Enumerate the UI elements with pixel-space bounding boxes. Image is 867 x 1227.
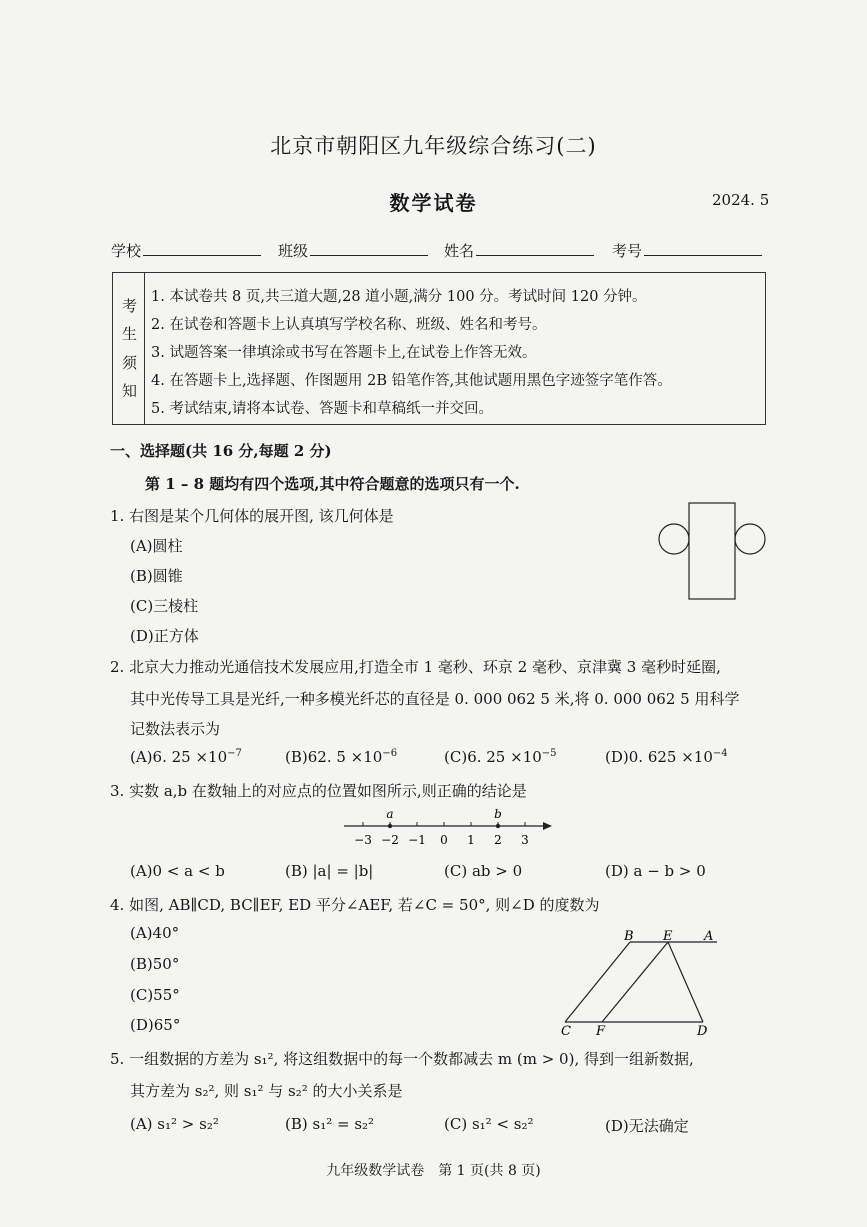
axis-tick-label: 3 <box>521 833 529 847</box>
section-title: 一、选择题(共 16 分,每题 2 分) <box>110 442 332 460</box>
exam-title: 北京市朝阳区九年级综合练习(二) <box>270 134 597 158</box>
q2-line: 记数法表示为 <box>130 720 221 738</box>
point-a <box>388 824 392 828</box>
label-C: C <box>561 1024 571 1039</box>
q5-option-b: (B) s₁² = s₂² <box>285 1115 375 1133</box>
q2-line: 其中光传导工具是光纤,一种多模光纤芯的直径是 0. 000 062 5 米,将 0. 000 062 5 用科学 <box>130 690 740 708</box>
axis-tick-label: −2 <box>381 833 399 847</box>
section-instruction: 第 1 – 8 题均有四个选项,其中符合题意的选项只有一个. <box>145 475 520 493</box>
q2-option-a: (A)6. $25 \times 10^{-7}$ <box>130 748 242 766</box>
class-field: 班级 <box>278 240 428 261</box>
q4-option-a: (A)40° <box>130 924 180 942</box>
q4-option-c: (C)55° <box>130 986 180 1004</box>
label-E: E <box>663 929 673 944</box>
q5-option-d: (D)无法确定 <box>605 1117 689 1135</box>
q1-option-a: (A)圆柱 <box>130 537 183 555</box>
school-field: 学校 <box>111 240 261 261</box>
q1-stem: 1. 右图是某个几何体的展开图, 该几何体是 <box>110 507 394 525</box>
q3-option-b: (B) |a| = |b| <box>285 862 374 880</box>
page-footer: 九年级数学试卷 第 1 页(共 8 页) <box>326 1163 541 1179</box>
name-field: 姓名 <box>444 240 594 261</box>
axis-tick-label: 1 <box>467 833 475 847</box>
q2-option-b: (B)62. $5 \times 10^{-6}$ <box>285 748 398 766</box>
q1-option-b: (B)圆锥 <box>130 567 183 585</box>
axis-tick-label: −3 <box>354 833 372 847</box>
school-blank <box>143 241 261 256</box>
label-D: D <box>697 1024 708 1039</box>
axis-tick-label: −1 <box>408 833 426 847</box>
point-b-label: b <box>494 807 502 821</box>
point-a-label: a <box>386 807 394 821</box>
label-B: B <box>624 929 634 944</box>
q4-option-b: (B)50° <box>130 955 180 973</box>
q5-option-c: (C) s₁² < s₂² <box>444 1115 534 1133</box>
notice-line: 2. 在试卷和答题卡上认真填写学校名称、班级、姓名和考号。 <box>151 317 547 333</box>
q5-line2: 其方差为 s₂², 则 s₁² 与 s₂² 的大小关系是 <box>130 1082 403 1100</box>
notice-line: 4. 在答题卡上,选择题、作图题用 2B 铅笔作答,其他试题用黑色字迹签字笔作答。 <box>151 373 672 389</box>
q3-option-c: (C) ab > 0 <box>444 862 523 880</box>
q5-line1: 5. 一组数据的方差为 s₁², 将这组数据中的每一个数都减去 m (m > 0), 得到一组新数据, <box>110 1050 694 1068</box>
q4-stem: 4. 如图, AB∥CD, BC∥EF, ED 平分∠AEF, 若∠C = 50°, 则∠D 的度数为 <box>110 896 600 914</box>
q5-option-a: (A) s₁² > s₂² <box>130 1115 219 1133</box>
exam-number-blank <box>644 241 762 256</box>
q3-number-line <box>340 806 560 850</box>
exam-subtitle: 数学试卷 <box>389 191 478 215</box>
q2-option-d: (D)0. $625 \times 10^{-4}$ <box>605 748 728 766</box>
axis-tick-label: 0 <box>440 833 448 847</box>
q3-option-a: (A)0 < a < b <box>130 862 225 880</box>
exam-date: 2024. 5 <box>712 191 770 209</box>
q1-option-c: (C)三棱柱 <box>130 597 199 615</box>
q3-stem: 3. 实数 a,b 在数轴上的对应点的位置如图所示,则正确的结论是 <box>110 782 527 800</box>
class-blank <box>310 241 428 256</box>
label-F: F <box>596 1024 606 1039</box>
name-blank <box>476 241 594 256</box>
notice-line: 1. 本试卷共 8 页,共三道大题,28 道小题,满分 100 分。考试时间 120 分钟。 <box>151 289 647 305</box>
q1-net-figure <box>650 495 775 610</box>
notice-line: 3. 试题答案一律填涂或书写在答题卡上,在试卷上作答无效。 <box>151 345 537 361</box>
point-b <box>496 824 500 828</box>
label-A: A <box>704 929 714 944</box>
notice-line: 5. 考试结束,请将本试卷、答题卡和草稿纸一并交回。 <box>151 401 494 417</box>
q4-geometry-figure <box>555 925 725 1040</box>
axis-tick-label: 2 <box>494 833 502 847</box>
exam-number-field: 考号 <box>612 240 762 261</box>
q2-option-c: (C)6. $25 \times 10^{-5}$ <box>444 748 557 766</box>
q4-option-d: (D)65° <box>130 1016 181 1034</box>
q3-option-d: (D) a − b > 0 <box>605 862 706 880</box>
q2-line: 2. 北京大力推动光通信技术发展应用,打造全市 1 毫秒、环京 2 毫秒、京津冀 3 毫秒时延圈, <box>110 658 721 676</box>
q1-option-d: (D)正方体 <box>130 627 199 645</box>
notice-header: 考 生 须 知 <box>113 273 145 424</box>
notice-box <box>112 272 766 425</box>
